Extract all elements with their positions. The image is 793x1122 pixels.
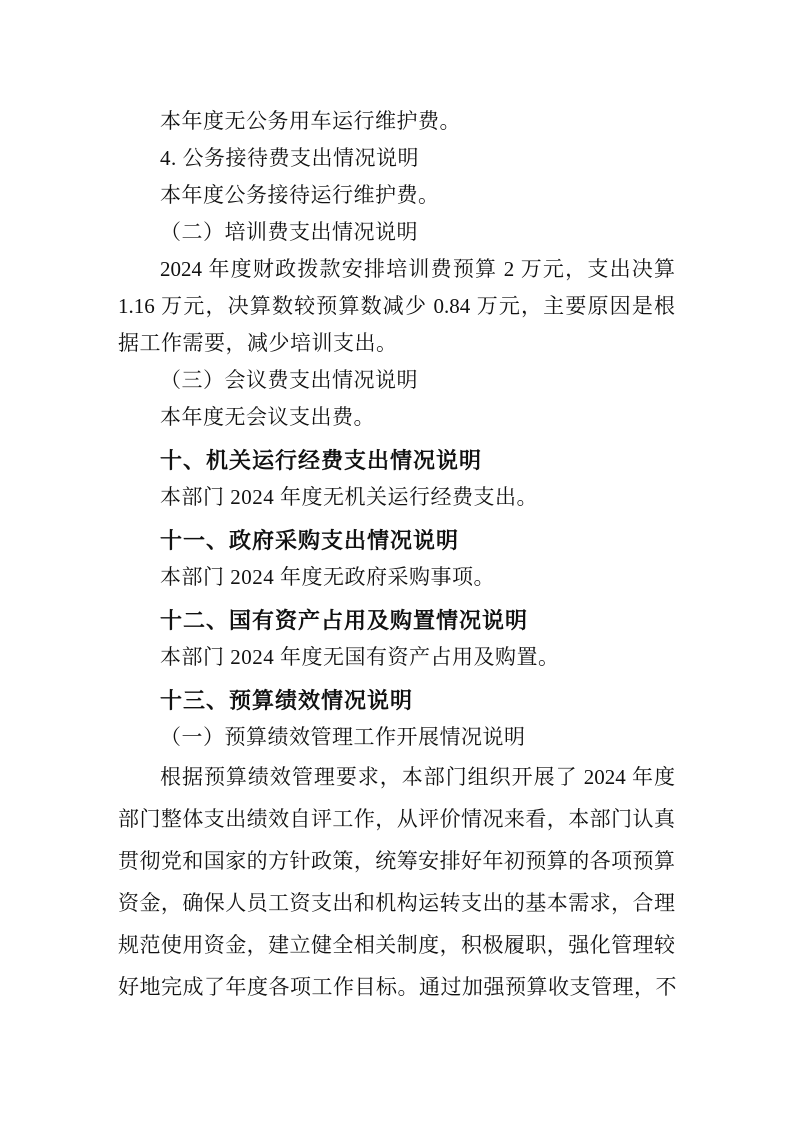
text-line: 本部门 2024 年度无国有资产占用及购置。 <box>160 645 560 669</box>
text-line: 据工作需要，减少培训支出。 <box>118 331 398 355</box>
text-line: 资金，确保人员工资支出和机构运转支出的基本需求，合理 <box>118 891 675 915</box>
text-line: 2024 年度财政拨款安排培训费预算 2 万元，支出决算 <box>160 257 675 281</box>
text-line: 本部门 2024 年度无政府采购事项。 <box>160 565 495 589</box>
section-heading-twelve: 十二、国有资产占用及购置情况说明 <box>160 608 529 633</box>
section-heading-ten: 十、机关运行经费支出情况说明 <box>160 448 483 473</box>
text-line: 规范使用资金，建立健全相关制度，积极履职，强化管理较 <box>118 933 675 957</box>
subheading-item-4: 4. 公务接待费支出情况说明 <box>160 146 419 170</box>
text-line: 贯彻党和国家的方针政策，统筹安排好年初预算的各项预算 <box>118 849 675 873</box>
text-line: 本年度公务接待运行维护费。 <box>160 183 440 207</box>
text-line: 根据预算绩效管理要求，本部门组织开展了 2024 年度 <box>160 765 675 789</box>
subheading-section-2: （二）培训费支出情况说明 <box>160 220 418 244</box>
subheading-section-3: （三）会议费支出情况说明 <box>160 368 418 392</box>
text-line: 1.16 万元，决算数较预算数减少 0.84 万元，主要原因是根 <box>118 294 675 318</box>
text-line: 好地完成了年度各项工作目标。通过加强预算收支管理，不 <box>118 975 677 999</box>
text-line: 本部门 2024 年度无机关运行经费支出。 <box>160 485 538 509</box>
text-line: 本年度无公务用车运行维护费。 <box>160 109 461 133</box>
text-line: 本年度无会议支出费。 <box>160 405 375 429</box>
subheading-section-1: （一）预算绩效管理工作开展情况说明 <box>160 725 526 749</box>
text-line: 部门整体支出绩效自评工作，从评价情况来看，本部门认真 <box>118 807 675 831</box>
section-heading-eleven: 十一、政府采购支出情况说明 <box>160 528 460 553</box>
section-heading-thirteen: 十三、预算绩效情况说明 <box>160 688 414 713</box>
